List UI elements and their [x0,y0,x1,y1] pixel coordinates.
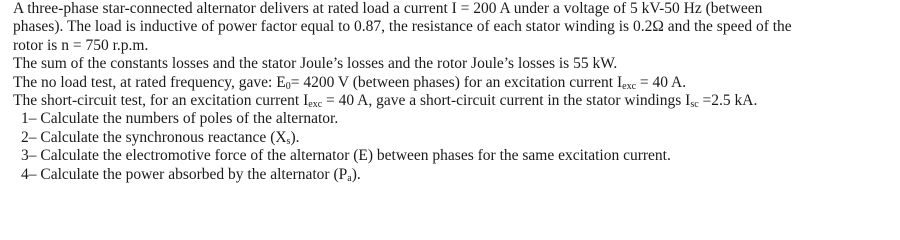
exc-subscript: exc [308,98,323,110]
sc-subscript: sc [690,98,699,110]
question-3: 3– Calculate the electromotive force of the alternator (E) between phases for the same excitation current. [21,147,671,165]
no-load-text-c: = 40 A. [636,73,687,91]
xs-subscript: s [286,135,291,147]
question-2-text: 2– Calculate the synchronous reactance (X [21,128,287,146]
question-2 [13,129,897,147]
exc-subscript: exc [622,80,637,92]
pa-subscript: a [347,172,352,184]
problem-document [13,0,897,184]
question-4-close: ). [351,165,361,183]
losses-statement: The sum of the constants losses and the stator Joule’s losses and the rotor Joule’s losses is 55 kW. [13,55,618,73]
short-circuit-test-statement [13,92,897,110]
problem-line-3: rotor is n = 750 r.p.m. [13,36,149,54]
question-1: 1– Calculate the numbers of poles of the alternator. [21,110,339,128]
no-load-text-b: = 4200 V (between phases) for an excitation current I [290,73,623,91]
sc-text-c: =2.5 kA. [698,91,758,109]
problem-line-2: phases). The load is inductive of power factor equal to 0.87, the resistance of each stator winding is 0.2Ω and the speed of the [13,18,792,36]
no-load-text-a: The no load test, at rated frequency, gave: E [13,73,286,91]
question-2-close: ). [290,128,300,146]
question-4-text: 4– Calculate the power absorbed by the alternator (P [21,165,348,183]
sc-text-a: The short-circuit test, for an excitation current I [13,91,309,109]
problem-line-1: A three-phase star-connected alternator delivers at rated load a current I = 200 A under a voltage of 5 kV-50 Hz (between [13,0,763,17]
e0-subscript: 0 [285,80,291,92]
no-load-test-statement [13,74,897,92]
question-4 [13,166,897,184]
sc-text-b: = 40 A, gave a short-circuit current in the stator windings I [322,91,691,109]
